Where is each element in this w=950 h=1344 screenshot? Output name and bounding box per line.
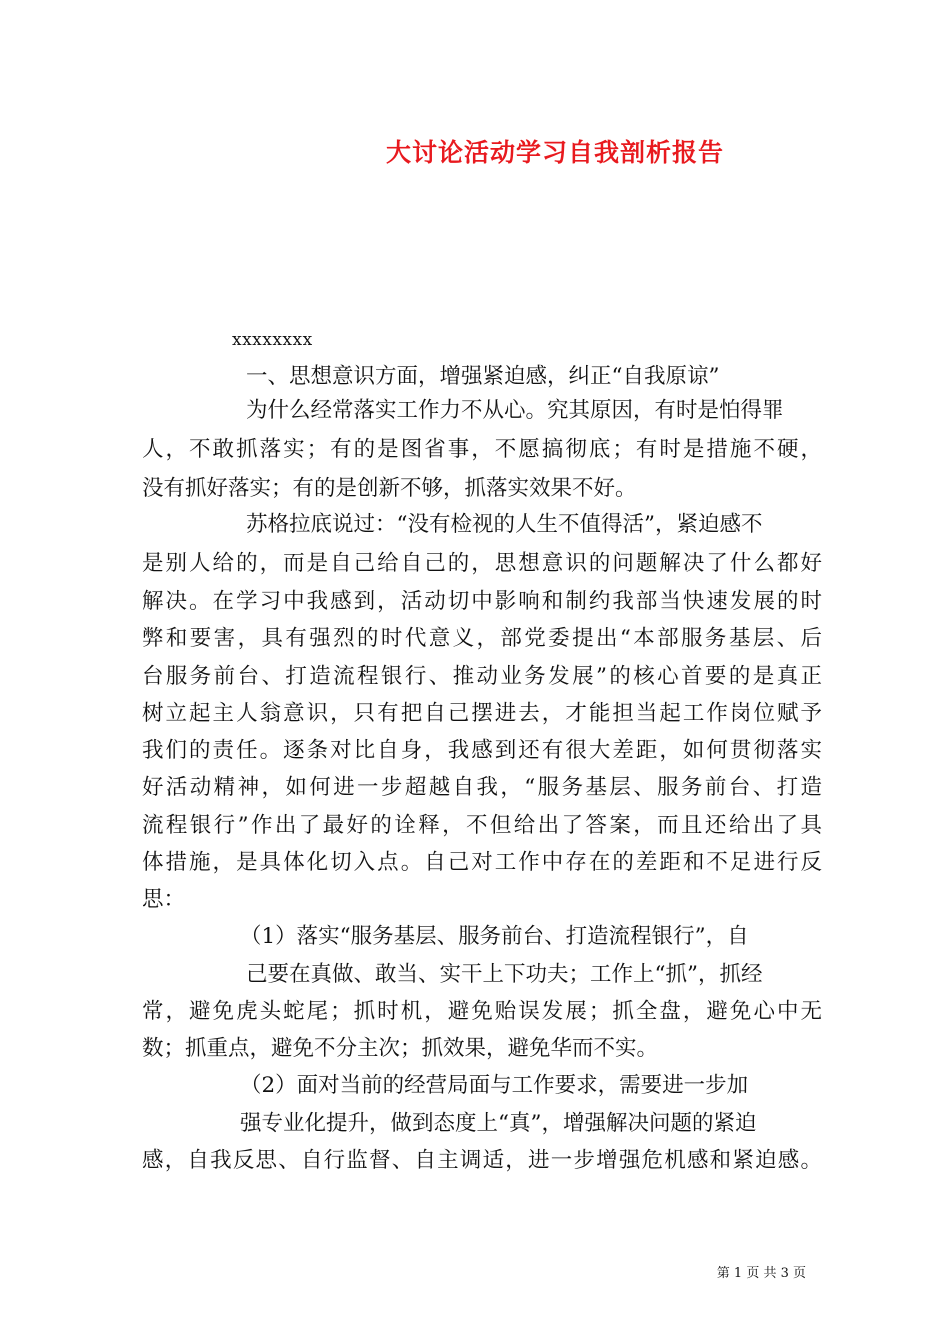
paragraph-line: 为什么经常落实工作力不从心。究其原因，有时是怕得罪 (246, 398, 784, 423)
list-item-1-line: 常，避免虎头蛇尾；抓时机，避免贻误发展；抓全盘，避免心中无 (142, 999, 822, 1024)
page-number: 第 1 页 共 3 页 (716, 1266, 806, 1281)
document-title: 大讨论活动学习自我剖析报告 (385, 138, 724, 167)
list-item-1-line: （1）落实“服务基层、服务前台、打造流程银行”，自 (240, 924, 749, 949)
paragraph-line: 台服务前台、打造流程银行、推动业务发展”的核心首要的是真正 (142, 664, 822, 689)
list-item-2-line: （2）面对当前的经营局面与工作要求，需要进一步加 (240, 1073, 749, 1098)
author-name: xxxxxxxx (232, 330, 313, 350)
paragraph-line: 流程银行”作出了最好的诠释，不但给出了答案，而且还给出了具 (142, 813, 822, 838)
paragraph-line: 好活动精神，如何进一步超越自我，“服务基层、服务前台、打造 (142, 775, 822, 800)
paragraph-line: 是别人给的，而是自己给自己的，思想意识的问题解决了什么都好 (142, 551, 822, 576)
list-item-1-line: 己要在真做、敢当、实干上下功夫；工作上“抓”，抓经 (246, 962, 763, 987)
paragraph-line: 人，不敢抓落实；有的是图省事，不愿搞彻底；有时是措施不硬， (142, 437, 822, 462)
list-item-2-line: 感，自我反思、自行监督、自主调适，进一步增强危机感和紧迫感。 (142, 1148, 822, 1173)
list-item-1-line: 数；抓重点，避免不分主次；抓效果，避免华而不实。 (142, 1036, 659, 1061)
paragraph-line: 解决。在学习中我感到，活动切中影响和制约我部当快速发展的时 (142, 589, 822, 614)
list-item-2-line: 强专业化提升，做到态度上“真”，增强解决问题的紧迫 (240, 1111, 757, 1136)
paragraph-line: 树立起主人翁意识，只有把自己摆进去，才能担当起工作岗位赋予 (142, 701, 822, 726)
paragraph-line: 我们的责任。逐条对比自身，我感到还有很大差距，如何贯彻落实 (142, 738, 822, 763)
paragraph-line: 苏格拉底说过：“没有检视的人生不值得活”，紧迫感不 (246, 512, 763, 537)
paragraph-line: 弊和要害，具有强烈的时代意义，部党委提出“本部服务基层、后 (142, 626, 822, 651)
paragraph-line: 体措施，是具体化切入点。自己对工作中存在的差距和不足进行反 (142, 850, 822, 875)
paragraph-line: 没有抓好落实；有的是创新不够，抓落实效果不好。 (142, 476, 637, 501)
section-heading: 一、思想意识方面，增强紧迫感，纠正“自我原谅” (246, 364, 720, 389)
paragraph-line: 思： (142, 887, 186, 912)
